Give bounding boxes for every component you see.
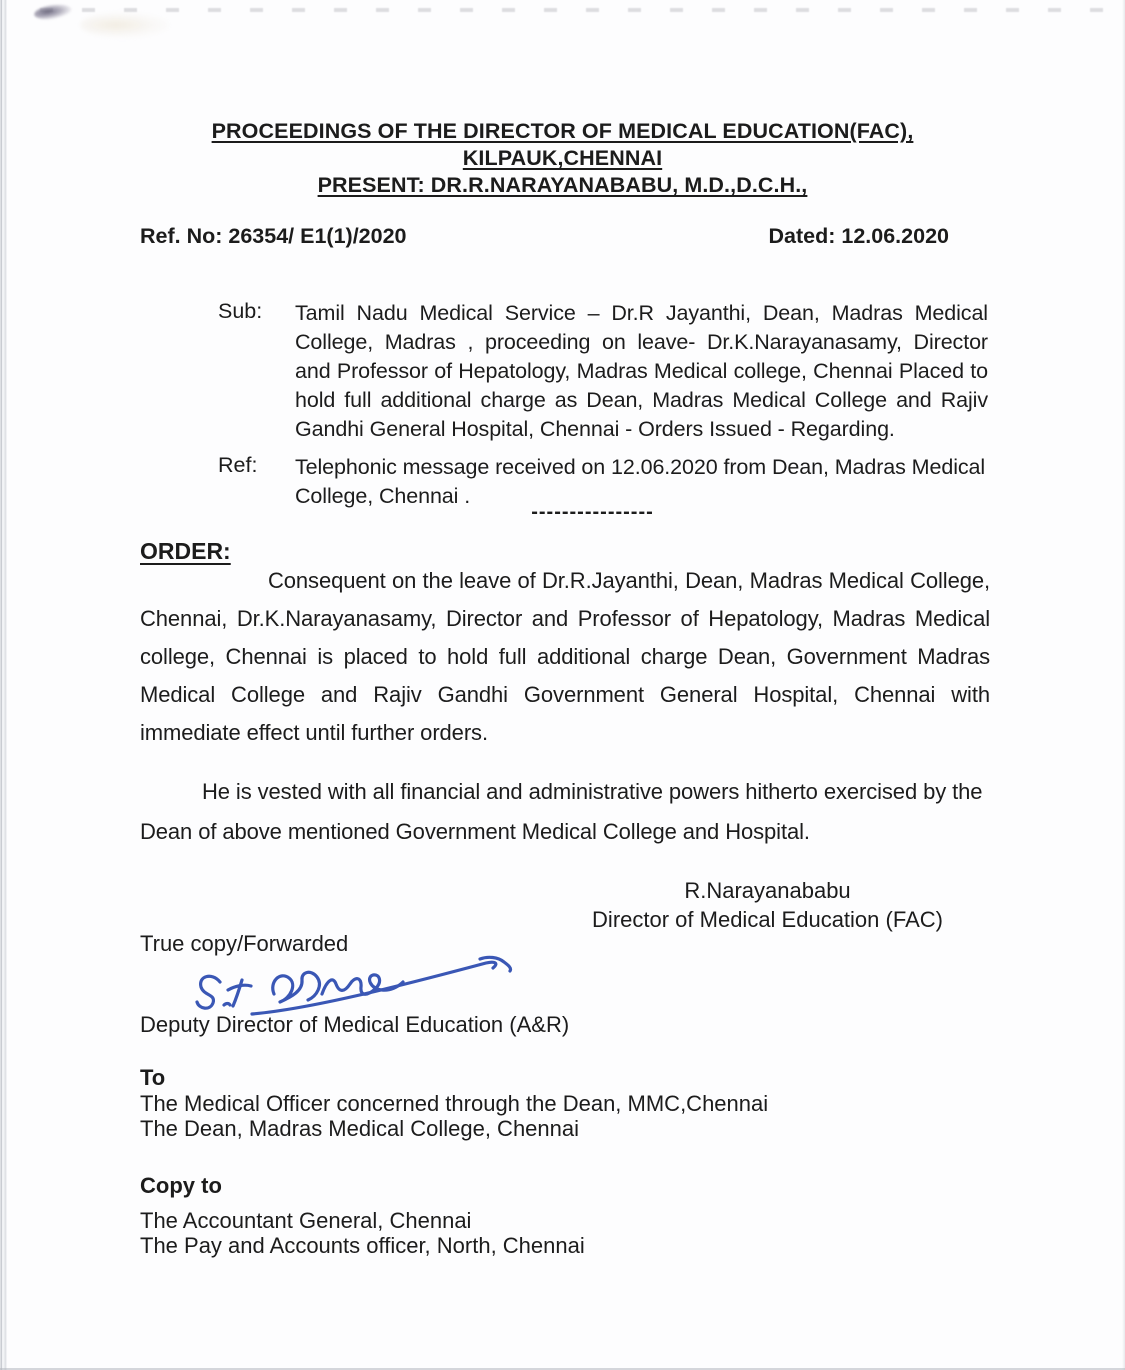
signatory-block — [585, 876, 950, 934]
copy-to-label: Copy to — [140, 1173, 222, 1198]
scan-ink-smudge — [33, 2, 73, 21]
ref-number: Ref. No: 26354/ E1(1)/2020 — [140, 224, 407, 248]
copy-to-block — [140, 1173, 585, 1259]
reference-number-row — [140, 224, 949, 249]
to-label: To — [140, 1065, 166, 1090]
subject-text: Tamil Nadu Medical Service – Dr.R Jayanthi, Dean, Madras Medical College, Madras , proceeding on leave- Dr.K.Narayanasamy, Director and Professor of Hepatology, Madras Medical college, Chennai Placed to hold full additional charge as Dean, Madras Medical College and Rajiv Gandhi General Hospital, Chennai - Orders Issued - Regarding. — [295, 301, 988, 441]
scan-stain-smudge — [80, 12, 170, 38]
true-copy-line: True copy/Forwarded — [140, 931, 349, 956]
subject-label: Sub: — [218, 299, 263, 323]
reference-label: Ref: — [218, 453, 258, 477]
document-header — [0, 118, 1125, 199]
header-title-line2: KILPAUK,CHENNAI — [462, 146, 663, 170]
order-heading: ORDER: — [140, 538, 231, 564]
header-title-line1: PROCEEDINGS OF THE DIRECTOR OF MEDICAL EDUCATION(FAC), — [211, 119, 914, 143]
copy-to-recipient-2: The Pay and Accounts officer, North, Chennai — [140, 1233, 585, 1258]
dated: Dated: 12.06.2020 — [768, 224, 949, 248]
subject-block — [218, 299, 993, 444]
dashed-separator: ---------------- — [531, 501, 654, 523]
scan-edge-left — [0, 0, 8, 1370]
to-block — [140, 1065, 768, 1142]
reference-text: Telephonic message received on 12.06.2020 from Dean, Madras Medical College, Chennai . — [295, 455, 986, 508]
deputy-director-line: Deputy Director of Medical Education (A&R) — [140, 1012, 570, 1037]
to-recipient-1: The Medical Officer concerned through the Dean, MMC,Chennai — [140, 1090, 769, 1116]
order-paragraph-1: Consequent on the leave of Dr.R.Jayanthi, Dean, Madras Medical College, Chennai, Dr.K.Narayanasamy, Director and Professor of Hepatology, Madras Medical college, Chennai is placed to hold full additional charge Dean, Government Madras Medical College and Rajiv Gandhi Government General Hospital, Chennai with immediate effect until further orders. — [140, 568, 990, 745]
to-recipient-2: The Dean, Madras Medical College, Chennai — [140, 1116, 580, 1141]
copy-to-recipient-1: The Accountant General, Chennai — [140, 1207, 472, 1233]
scan-top-artifact-dashes — [40, 8, 1111, 12]
header-present-line: PRESENT: DR.R.NARAYANABABU, M.D.,D.C.H., — [317, 173, 808, 197]
signatory-title: Director of Medical Education (FAC) — [592, 907, 943, 932]
signatory-name: R.Narayanababu — [684, 878, 851, 903]
order-paragraph-2: He is vested with all financial and administrative powers hitherto exercised by the Dean of above mentioned Government Medical College and Hospital. — [140, 779, 983, 844]
